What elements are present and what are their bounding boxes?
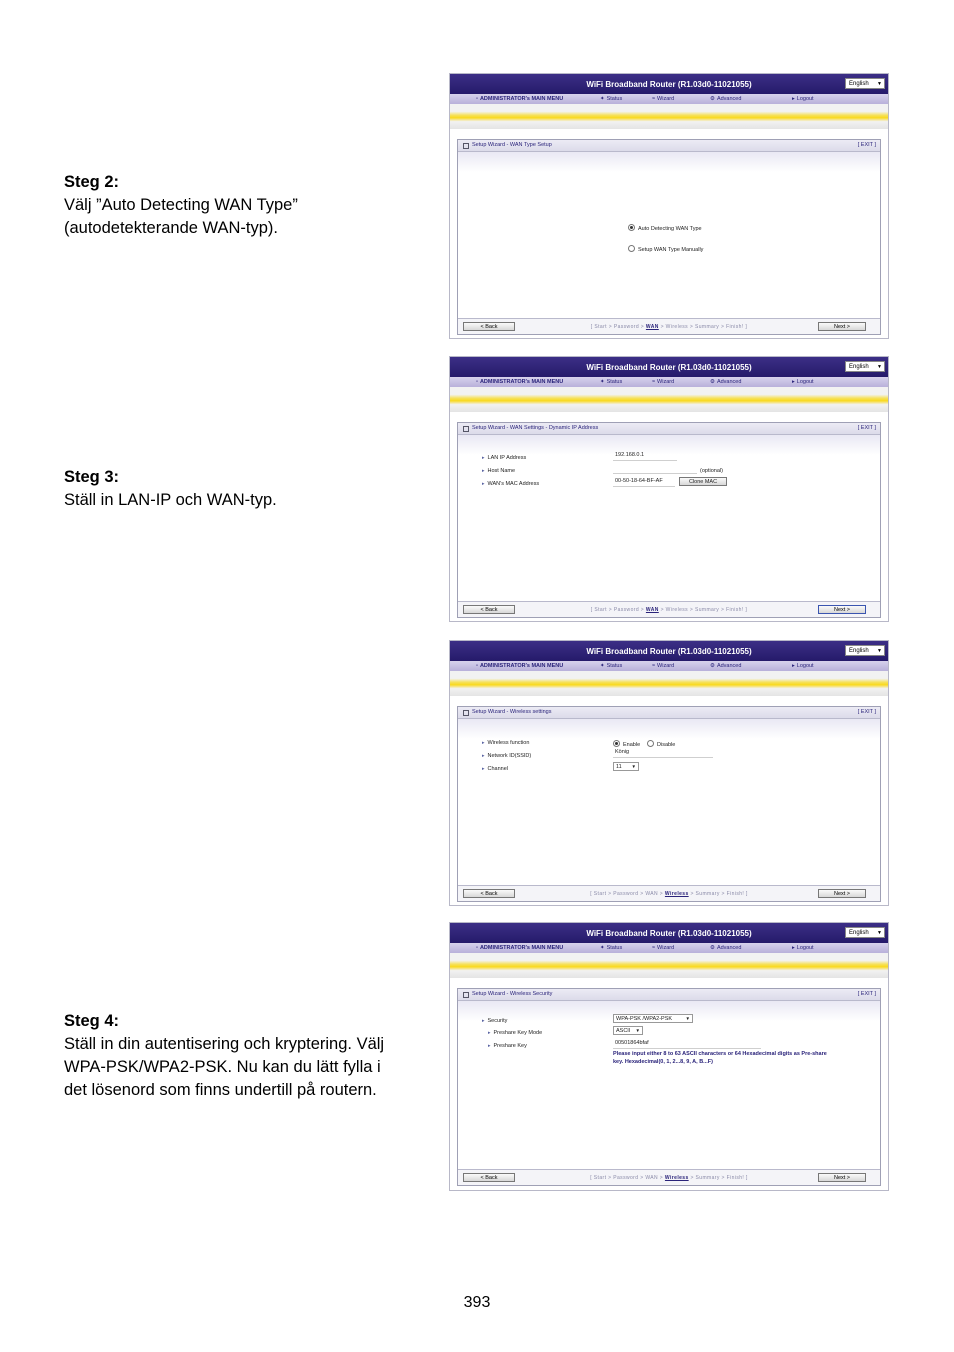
- host-name-label: ▸ Host Name: [482, 468, 515, 474]
- menu-advanced[interactable]: ⚙ Advanced: [710, 945, 742, 951]
- square-icon: ▫: [476, 663, 478, 669]
- mac-input[interactable]: 00-50-18-64-BF-AF: [613, 477, 675, 487]
- back-button[interactable]: < Back: [463, 322, 515, 331]
- radio-selected-icon: [613, 740, 620, 747]
- step-line: Ställ in LAN-IP och WAN-typ.: [64, 491, 277, 509]
- square-icon: ▫: [476, 945, 478, 951]
- panel-body: [458, 1001, 880, 1169]
- channel-select[interactable]: 11 ▼: [613, 762, 639, 771]
- panel-body: [458, 719, 880, 885]
- exit-link[interactable]: [ EXIT ]: [857, 709, 876, 715]
- step-line: det lösenord som finns undertill på routern.: [64, 1081, 377, 1099]
- next-button[interactable]: Next >: [818, 1173, 866, 1182]
- step-line: Ställ in din autentisering och kryptering. Välj: [64, 1035, 385, 1053]
- next-button[interactable]: Next >: [818, 889, 866, 898]
- preshare-key-label: ▸ Preshare Key: [488, 1043, 527, 1049]
- router-title-bar: [450, 641, 888, 661]
- ssid-label: ▸ Network ID(SSID): [482, 753, 531, 759]
- back-button[interactable]: < Back: [463, 889, 515, 898]
- security-select[interactable]: WPA-PSK /WPA2-PSK ▼: [613, 1014, 693, 1023]
- status-icon: ✦: [600, 945, 605, 951]
- router-title: WiFi Broadband Router (R1.03d0-11021055): [586, 646, 752, 656]
- step-heading: Steg 4:: [64, 1012, 120, 1030]
- main-menu-bar: [450, 94, 888, 104]
- arrow-right-icon: ▸: [792, 663, 795, 669]
- radio-icon: [628, 245, 635, 252]
- radio-selected-icon: [628, 224, 635, 231]
- advanced-icon: ⚙: [710, 96, 715, 102]
- panel-title: Setup Wizard - WAN Settings - Dynamic IP Address [ EXIT ]: [458, 423, 880, 435]
- chevron-down-icon: ▼: [877, 364, 882, 370]
- step-2-text: [64, 171, 424, 240]
- radio-icon: [647, 740, 654, 747]
- wizard-icon: ≈: [652, 96, 656, 102]
- menu-status[interactable]: ✦ Status: [600, 379, 623, 385]
- router-screenshot-wireless-settings: [449, 640, 889, 906]
- menu-advanced[interactable]: ⚙ Advanced: [710, 96, 742, 102]
- chevron-down-icon: ▼: [631, 764, 636, 769]
- panel-title: Setup Wizard - Wireless settings [ EXIT ]: [458, 707, 880, 719]
- main-menu-bar: [450, 943, 888, 953]
- menu-wizard[interactable]: ≈ Wizard: [652, 945, 675, 951]
- menu-admin[interactable]: ▫ ADMINISTRATOR's MAIN MENU: [476, 663, 564, 669]
- menu-status[interactable]: ✦ Status: [600, 96, 623, 102]
- panel-footer: [458, 601, 880, 617]
- wizard-panel: [457, 139, 881, 335]
- step-3-text: [64, 466, 424, 512]
- menu-logout[interactable]: ▸ Logout: [792, 96, 814, 102]
- router-title-bar: [450, 923, 888, 943]
- panel-footer: [458, 885, 880, 901]
- radio-manual[interactable]: Setup WAN Type Manually: [628, 245, 703, 253]
- chevron-down-icon: ▼: [877, 648, 882, 654]
- security-label: ▸ Security: [482, 1018, 507, 1024]
- panel-title: Setup Wizard - WAN Type Setup [ EXIT ]: [458, 140, 880, 152]
- yellow-banner: [450, 104, 888, 129]
- square-icon: ▫: [476, 96, 478, 102]
- wizard-breadcrumb: [ Start > Password > WAN > Wireless > Summary > Finish! ]: [590, 324, 748, 330]
- advanced-icon: ⚙: [710, 663, 715, 669]
- router-title: WiFi Broadband Router (R1.03d0-11021055): [586, 928, 752, 938]
- arrow-right-icon: ▸: [792, 96, 795, 102]
- next-button[interactable]: Next >: [818, 605, 866, 614]
- radio-disable[interactable]: Disable: [647, 740, 675, 748]
- menu-logout[interactable]: ▸ Logout: [792, 379, 814, 385]
- step-heading: Steg 2:: [64, 173, 120, 191]
- chevron-down-icon: ▼: [877, 81, 882, 87]
- back-button[interactable]: < Back: [463, 1173, 515, 1182]
- menu-admin[interactable]: ▫ ADMINISTRATOR's MAIN MENU: [476, 379, 564, 385]
- router-screenshot-wan-type: [449, 73, 889, 339]
- wizard-breadcrumb: [ Start > Password > WAN > Wireless > Summary > Finish! ]: [590, 891, 748, 897]
- language-select[interactable]: English ▼: [845, 645, 885, 656]
- clone-mac-button[interactable]: Clone MAC: [679, 477, 727, 486]
- exit-link[interactable]: [ EXIT ]: [857, 425, 876, 431]
- menu-logout[interactable]: ▸ Logout: [792, 663, 814, 669]
- step-line: WPA-PSK/WPA2-PSK. Nu kan du lätt fylla i: [64, 1058, 381, 1076]
- menu-advanced[interactable]: ⚙ Advanced: [710, 663, 742, 669]
- preshare-mode-label: ▸ Preshare Key Mode: [488, 1030, 542, 1036]
- status-icon: ✦: [600, 663, 605, 669]
- preshare-key-hint: Please input either 8 to 63 ASCII characters or 64 Hexadecimal digits as Pre-share key. Hexadecimal(0, 1, 2...8, 9, A, B...F): [613, 1051, 827, 1065]
- wizard-breadcrumb: [ Start > Password > WAN > Wireless > Summary > Finish! ]: [590, 607, 748, 613]
- menu-logout[interactable]: ▸ Logout: [792, 945, 814, 951]
- menu-admin[interactable]: ▫ ADMINISTRATOR's MAIN MENU: [476, 945, 564, 951]
- menu-advanced[interactable]: ⚙ Advanced: [710, 379, 742, 385]
- host-name-input[interactable]: [613, 464, 697, 474]
- status-icon: ✦: [600, 379, 605, 385]
- menu-status[interactable]: ✦ Status: [600, 945, 623, 951]
- lan-ip-label: ▸ LAN IP Address: [482, 455, 526, 461]
- radio-auto-detect[interactable]: Auto Detecting WAN Type: [628, 224, 702, 232]
- next-button[interactable]: Next >: [818, 322, 866, 331]
- panel-body: [458, 152, 880, 318]
- panel-footer: [458, 1169, 880, 1185]
- menu-wizard[interactable]: ≈ Wizard: [652, 379, 675, 385]
- arrow-right-icon: ▸: [792, 379, 795, 385]
- panel-body: [458, 435, 880, 601]
- page-number: 393: [463, 1294, 491, 1311]
- advanced-icon: ⚙: [710, 379, 715, 385]
- back-button[interactable]: < Back: [463, 605, 515, 614]
- router-title: WiFi Broadband Router (R1.03d0-11021055): [586, 79, 752, 89]
- wizard-icon: ≈: [652, 379, 656, 385]
- language-select[interactable]: English ▼: [845, 361, 885, 372]
- yellow-banner: [450, 387, 888, 412]
- chevron-down-icon: ▼: [635, 1028, 640, 1033]
- panel-footer: [458, 318, 880, 334]
- router-title-bar: [450, 357, 888, 377]
- step-4-text: [64, 1010, 424, 1102]
- ssid-input[interactable]: König: [613, 748, 713, 758]
- lan-ip-input[interactable]: 192.168.0.1: [613, 451, 677, 461]
- wizard-panel: [457, 422, 881, 618]
- yellow-banner: [450, 671, 888, 696]
- optional-hint: (optional): [700, 468, 723, 474]
- chevron-down-icon: ▼: [685, 1016, 690, 1021]
- wizard-breadcrumb: [ Start > Password > WAN > Wireless > Summary > Finish! ]: [590, 1175, 748, 1181]
- yellow-banner: [450, 953, 888, 978]
- router-screenshot-wan-settings: [449, 356, 889, 622]
- channel-label: ▸ Channel: [482, 766, 508, 772]
- panel-title: Setup Wizard - Wireless Security [ EXIT ]: [458, 989, 880, 1001]
- router-title-bar: [450, 74, 888, 94]
- menu-status[interactable]: ✦ Status: [600, 663, 623, 669]
- language-select[interactable]: English ▼: [845, 927, 885, 938]
- step-line: (autodetekterande WAN-typ).: [64, 219, 278, 237]
- mac-label: ▸ WAN's MAC Address: [482, 481, 539, 487]
- square-icon: ▫: [476, 379, 478, 385]
- menu-wizard[interactable]: ≈ Wizard: [652, 663, 675, 669]
- step-heading: Steg 3:: [64, 468, 120, 486]
- wizard-panel: [457, 706, 881, 902]
- radio-enable[interactable]: Enable: [613, 740, 640, 748]
- status-icon: ✦: [600, 96, 605, 102]
- chevron-down-icon: ▼: [877, 930, 882, 936]
- exit-link[interactable]: [ EXIT ]: [857, 991, 876, 997]
- advanced-icon: ⚙: [710, 945, 715, 951]
- step-line: Välj ”Auto Detecting WAN Type”: [64, 196, 298, 214]
- exit-link[interactable]: [ EXIT ]: [857, 142, 876, 148]
- router-title: WiFi Broadband Router (R1.03d0-11021055): [586, 362, 752, 372]
- wizard-icon: ≈: [652, 945, 656, 951]
- main-menu-bar: [450, 661, 888, 671]
- wizard-panel: [457, 988, 881, 1186]
- arrow-right-icon: ▸: [792, 945, 795, 951]
- language-select[interactable]: English ▼: [845, 78, 885, 89]
- main-menu-bar: [450, 377, 888, 387]
- preshare-mode-select[interactable]: ASCII ▼: [613, 1026, 643, 1035]
- router-screenshot-wireless-security: [449, 922, 889, 1191]
- menu-admin[interactable]: ▫ ADMINISTRATOR's MAIN MENU: [476, 96, 564, 102]
- wizard-icon: ≈: [652, 663, 656, 669]
- preshare-key-input[interactable]: 00501864bfaf: [613, 1039, 761, 1049]
- wireless-function-label: ▸ Wireless function: [482, 740, 529, 746]
- menu-wizard[interactable]: ≈ Wizard: [652, 96, 675, 102]
